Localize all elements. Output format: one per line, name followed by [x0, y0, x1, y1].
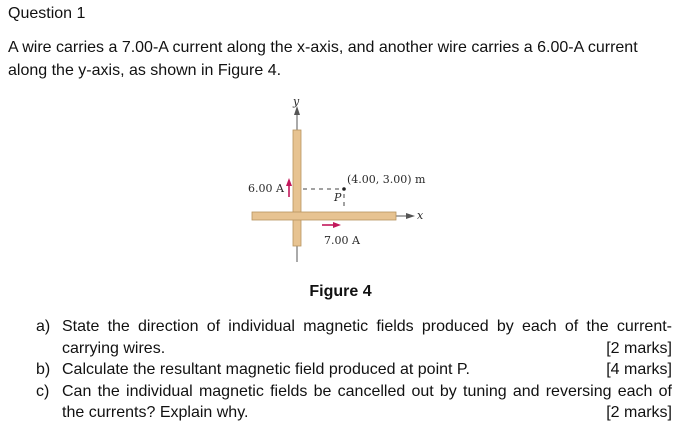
y-axis-label: y — [293, 95, 300, 108]
vertical-wire — [293, 130, 301, 246]
point-p-label: P — [334, 191, 342, 204]
question-parts-list — [36, 316, 672, 424]
question-heading: Question 1 — [8, 5, 86, 22]
question-part-b — [36, 359, 672, 381]
question-part-a — [36, 316, 672, 359]
figure-caption: Figure 4 — [309, 283, 372, 300]
question-intro — [8, 36, 668, 82]
marks-badge: [2 marks] — [606, 404, 672, 421]
part-text-line: the currents? Explain why. — [62, 404, 249, 421]
part-text-line-last — [62, 402, 672, 424]
current-y-label: 6.00 A — [248, 182, 284, 195]
x-axis-label: x — [417, 209, 424, 222]
figure-4-diagram — [240, 92, 460, 272]
part-text-line: Can the individual magnetic fields be cancelled out by tuning and reversing each of — [62, 382, 672, 400]
current-x-label: 7.00 A — [324, 234, 360, 247]
part-label: b) — [36, 361, 51, 378]
intro-line: along the y-axis, as shown in Figure 4. — [8, 62, 282, 79]
marks-badge: [2 marks] — [606, 339, 672, 357]
intro-line: A wire carries a 7.00-A current along the x-axis, and another wire carries a 6.00-A current — [8, 39, 638, 56]
part-text-line: State the direction of individual magnetic fields produced by each of the current- — [62, 318, 672, 335]
part-text-line-last — [62, 359, 672, 381]
part-label: c) — [36, 382, 50, 400]
part-text-line: carrying wires. — [62, 339, 166, 357]
part-text-line: Calculate the resultant magnetic field produced at point P. — [62, 361, 470, 378]
marks-badge: [4 marks] — [606, 361, 672, 378]
current-y-arrowhead — [286, 178, 292, 186]
question-part-c — [36, 381, 672, 424]
horizontal-wire — [252, 212, 396, 220]
point-p-dot — [342, 187, 346, 191]
point-p-coordinates: (4.00, 3.00) m — [347, 173, 426, 186]
part-label: a) — [36, 318, 51, 335]
current-x-arrowhead — [333, 222, 341, 228]
x-axis-arrowhead — [406, 213, 415, 219]
part-text-line-last — [62, 338, 672, 360]
